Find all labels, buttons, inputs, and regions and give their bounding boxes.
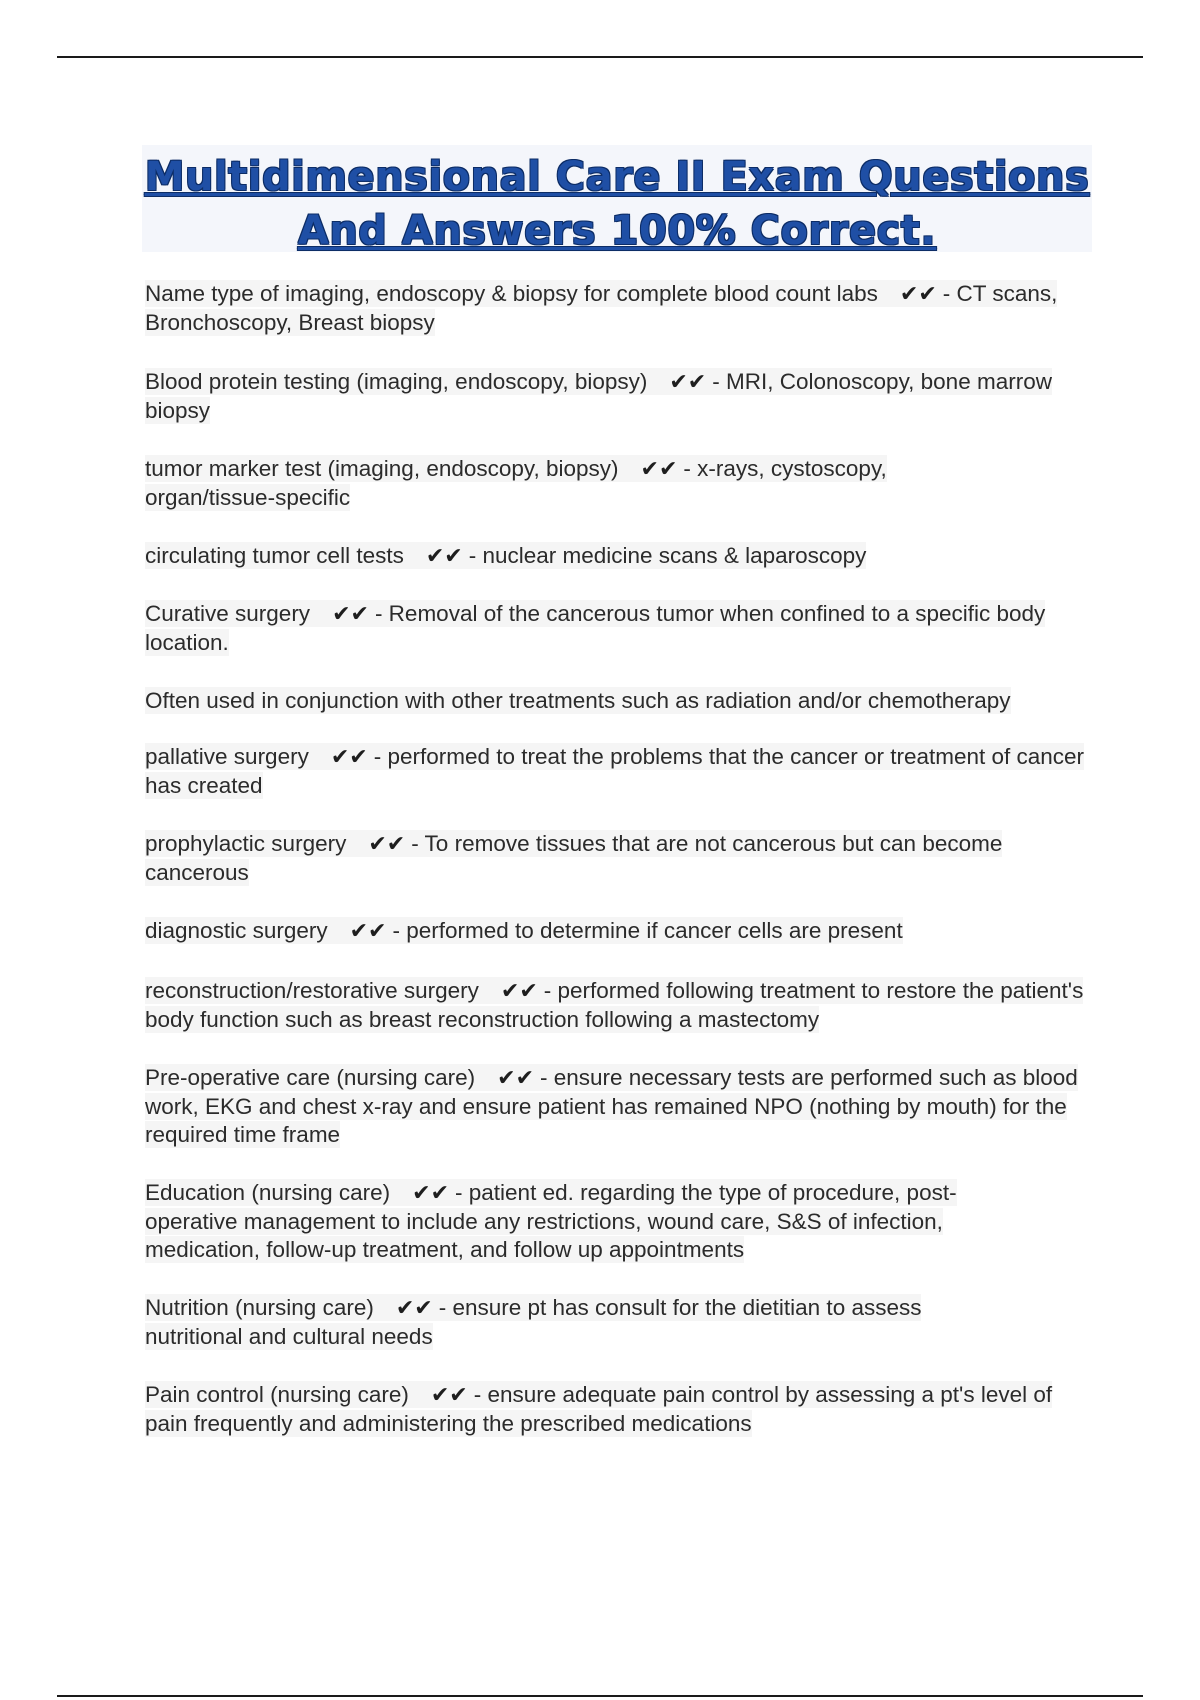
answer-text: - performed to determine if cancer cells are present (392, 918, 903, 943)
double-check-icon: ✔✔ (669, 370, 707, 395)
question-text: Blood protein testing (imaging, endoscopy, biopsy) (145, 369, 648, 394)
title-block (142, 145, 1092, 252)
qa-item (145, 1179, 1045, 1264)
double-check-icon: ✔✔ (332, 602, 369, 627)
answer-text: - ensure necessary tests are performed such as blood work, EKG and chest x-ray and ensure patient has remained NPO (nothing by mouth) for the required time frame (145, 1065, 1078, 1147)
qa-item (145, 687, 1105, 715)
double-check-icon: ✔✔ (368, 832, 406, 857)
qa-item (145, 977, 1085, 1034)
answer-text: Often used in conjunction with other treatments such as radiation and/or chemotherapy (145, 688, 1011, 713)
question-text: pallative surgery (145, 744, 309, 769)
document-title (145, 150, 1090, 258)
qa-item (145, 455, 965, 512)
double-check-icon: ✔✔ (640, 457, 678, 482)
answer-text: - performed to treat the problems that the cancer or treatment of cancer has created (145, 744, 1085, 798)
question-text: Name type of imaging, endoscopy & biopsy for complete blood count labs (145, 281, 878, 306)
question-text: Pain control (nursing care) (145, 1382, 409, 1407)
double-check-icon: ✔✔ (430, 1383, 468, 1408)
double-check-icon: ✔✔ (899, 282, 937, 307)
qa-item (145, 600, 1085, 657)
answer-text: - ensure adequate pain control by assessing a pt's level of pain frequently and administering the prescribed medications (145, 1382, 1053, 1436)
question-text: prophylactic surgery (145, 831, 347, 856)
answer-text: - x-rays, cystoscopy, organ/tissue-specific (145, 456, 887, 510)
qa-item (145, 542, 1085, 571)
answer-text: - MRI, Colonoscopy, bone marrow biopsy (145, 369, 1052, 423)
answer-text: - CT scans, Bronchoscopy, Breast biopsy (145, 281, 1058, 335)
question-text: Pre-operative care (nursing care) (145, 1065, 476, 1090)
title-line-2: And Answers 100% Correct. (297, 208, 937, 254)
bottom-rule (57, 1695, 1143, 1697)
question-text: diagnostic surgery (145, 918, 328, 943)
answer-text: - To remove tissues that are not cancerous but can become cancerous (145, 831, 1003, 885)
qa-item (145, 1294, 1005, 1351)
qa-item (145, 917, 1095, 946)
qa-item (145, 280, 1065, 337)
qa-item (145, 1381, 1065, 1438)
question-text: reconstruction/restorative surgery (145, 978, 479, 1003)
qa-item (145, 368, 1065, 425)
qa-item (145, 743, 1095, 800)
qa-item (145, 830, 1095, 887)
answer-text: - nuclear medicine scans & laparoscopy (468, 543, 867, 568)
top-rule (57, 56, 1143, 58)
double-check-icon: ✔✔ (425, 544, 463, 569)
double-check-icon: ✔✔ (412, 1181, 450, 1206)
answer-text: - patient ed. regarding the type of procedure, post-operative management to include any restrictions, wound care, S&S of infection, medication, follow-up treatment, and follow up appointments (145, 1180, 957, 1262)
title-line-1: Multidimensional Care II Exam Questions (144, 154, 1090, 200)
question-text: Nutrition (nursing care) (145, 1295, 374, 1320)
question-text: Curative surgery (145, 601, 311, 626)
double-check-icon: ✔✔ (349, 919, 387, 944)
double-check-icon: ✔✔ (395, 1296, 433, 1321)
double-check-icon: ✔✔ (497, 1066, 535, 1091)
double-check-icon: ✔✔ (330, 745, 368, 770)
question-text: circulating tumor cell tests (145, 543, 404, 568)
answer-text: - ensure pt has consult for the dietitian to assess nutritional and cultural needs (145, 1295, 922, 1349)
answer-text: - Removal of the cancerous tumor when confined to a specific body location. (145, 601, 1046, 655)
answer-text: - performed following treatment to restore the patient's body function such as breast reconstruction following a mastectomy (145, 978, 1084, 1032)
qa-item (145, 1064, 1095, 1149)
double-check-icon: ✔✔ (500, 979, 538, 1004)
question-text: Education (nursing care) (145, 1180, 391, 1205)
question-text: tumor marker test (imaging, endoscopy, biopsy) (145, 456, 619, 481)
